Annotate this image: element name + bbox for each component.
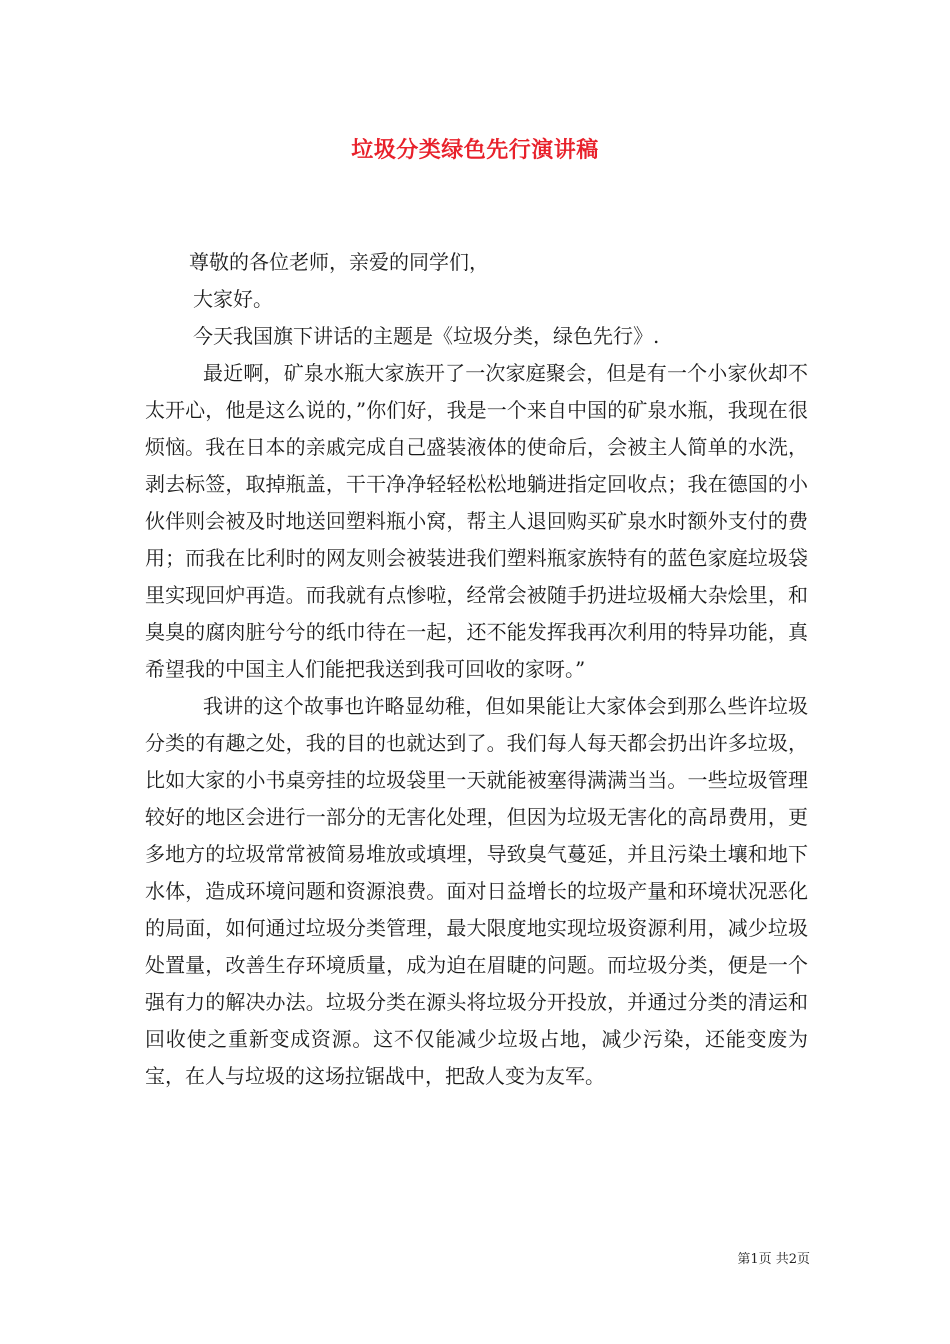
paragraph-argument: 我讲的这个故事也许略显幼稚，但如果能让大家体会到那么些许垃圾分类的有趣之处，我的目的也就达到了。我们每人每天都会扔出许多垃圾，比如大家的小书桌旁挂的垃圾袋里一天就能被塞得满满当当。一些垃圾管理较好的地区会进行一部分的无害化处理，但因为垃圾无害化的高昂费用，更多地方的垃圾常常被简易堆放或填埋，导致臭气蔓延，并且污染土壤和地下水体，造成环境问题和资源浪费。面对日益增长的垃圾产量和环境状况恶化的局面，如何通过垃圾分类管理，最大限度地实现垃圾资源利用，减少垃圾处置量，改善生存环境质量，成为迫在眉睫的问题。而垃圾分类，便是一个强有力的解决办法。垃圾分类在源头将垃圾分开投放，并通过分类的清运和回收使之重新变成资源。这不仅能减少垃圾占地，减少污染，还能变废为宝，在人与垃圾的这场拉锯战中，把敌人变为友军。 — [145, 694, 808, 1088]
paragraph-story: 最近啊，矿泉水瓶大家族开了一次家庭聚会，但是有一个小家伙却不太开心，他是这么说的，”你们好，我是一个来自中国的矿泉水瓶，我现在很烦恼。我在日本的亲戚完成自己盛装液体的使命后，会被主人简单的水洗，剥去标签，取掉瓶盖，干干净净轻轻松松地躺进指定回收点；我在德国的小伙伴则会被及时地送回塑料瓶小窝，帮主人退回购买矿泉水时额外支付的费用；而我在比利时的网友则会被装进我们塑料瓶家族特有的蓝色家庭垃圾袋里实现回炉再造。而我就有点惨啦，经常会被随手扔进垃圾桶大杂烩里，和臭臭的腐肉脏兮兮的纸巾待在一起，还不能发挥我再次利用的特异功能，真希望我的中国主人们能把我送到我可回收的家呀。” — [145, 361, 808, 681]
paragraph-topic: 今天我国旗下讲话的主题是《垃圾分类，绿色先行》. — [193, 324, 660, 348]
paragraph-greeting: 大家好。 — [193, 287, 273, 311]
document-body — [145, 244, 808, 1095]
page-number-footer: 第1页 共2页 — [737, 1252, 810, 1267]
paragraph-salutation: 尊敬的各位老师，亲爱的同学们， — [189, 250, 489, 274]
document-title: 垃圾分类绿色先行演讲稿 — [351, 137, 599, 163]
